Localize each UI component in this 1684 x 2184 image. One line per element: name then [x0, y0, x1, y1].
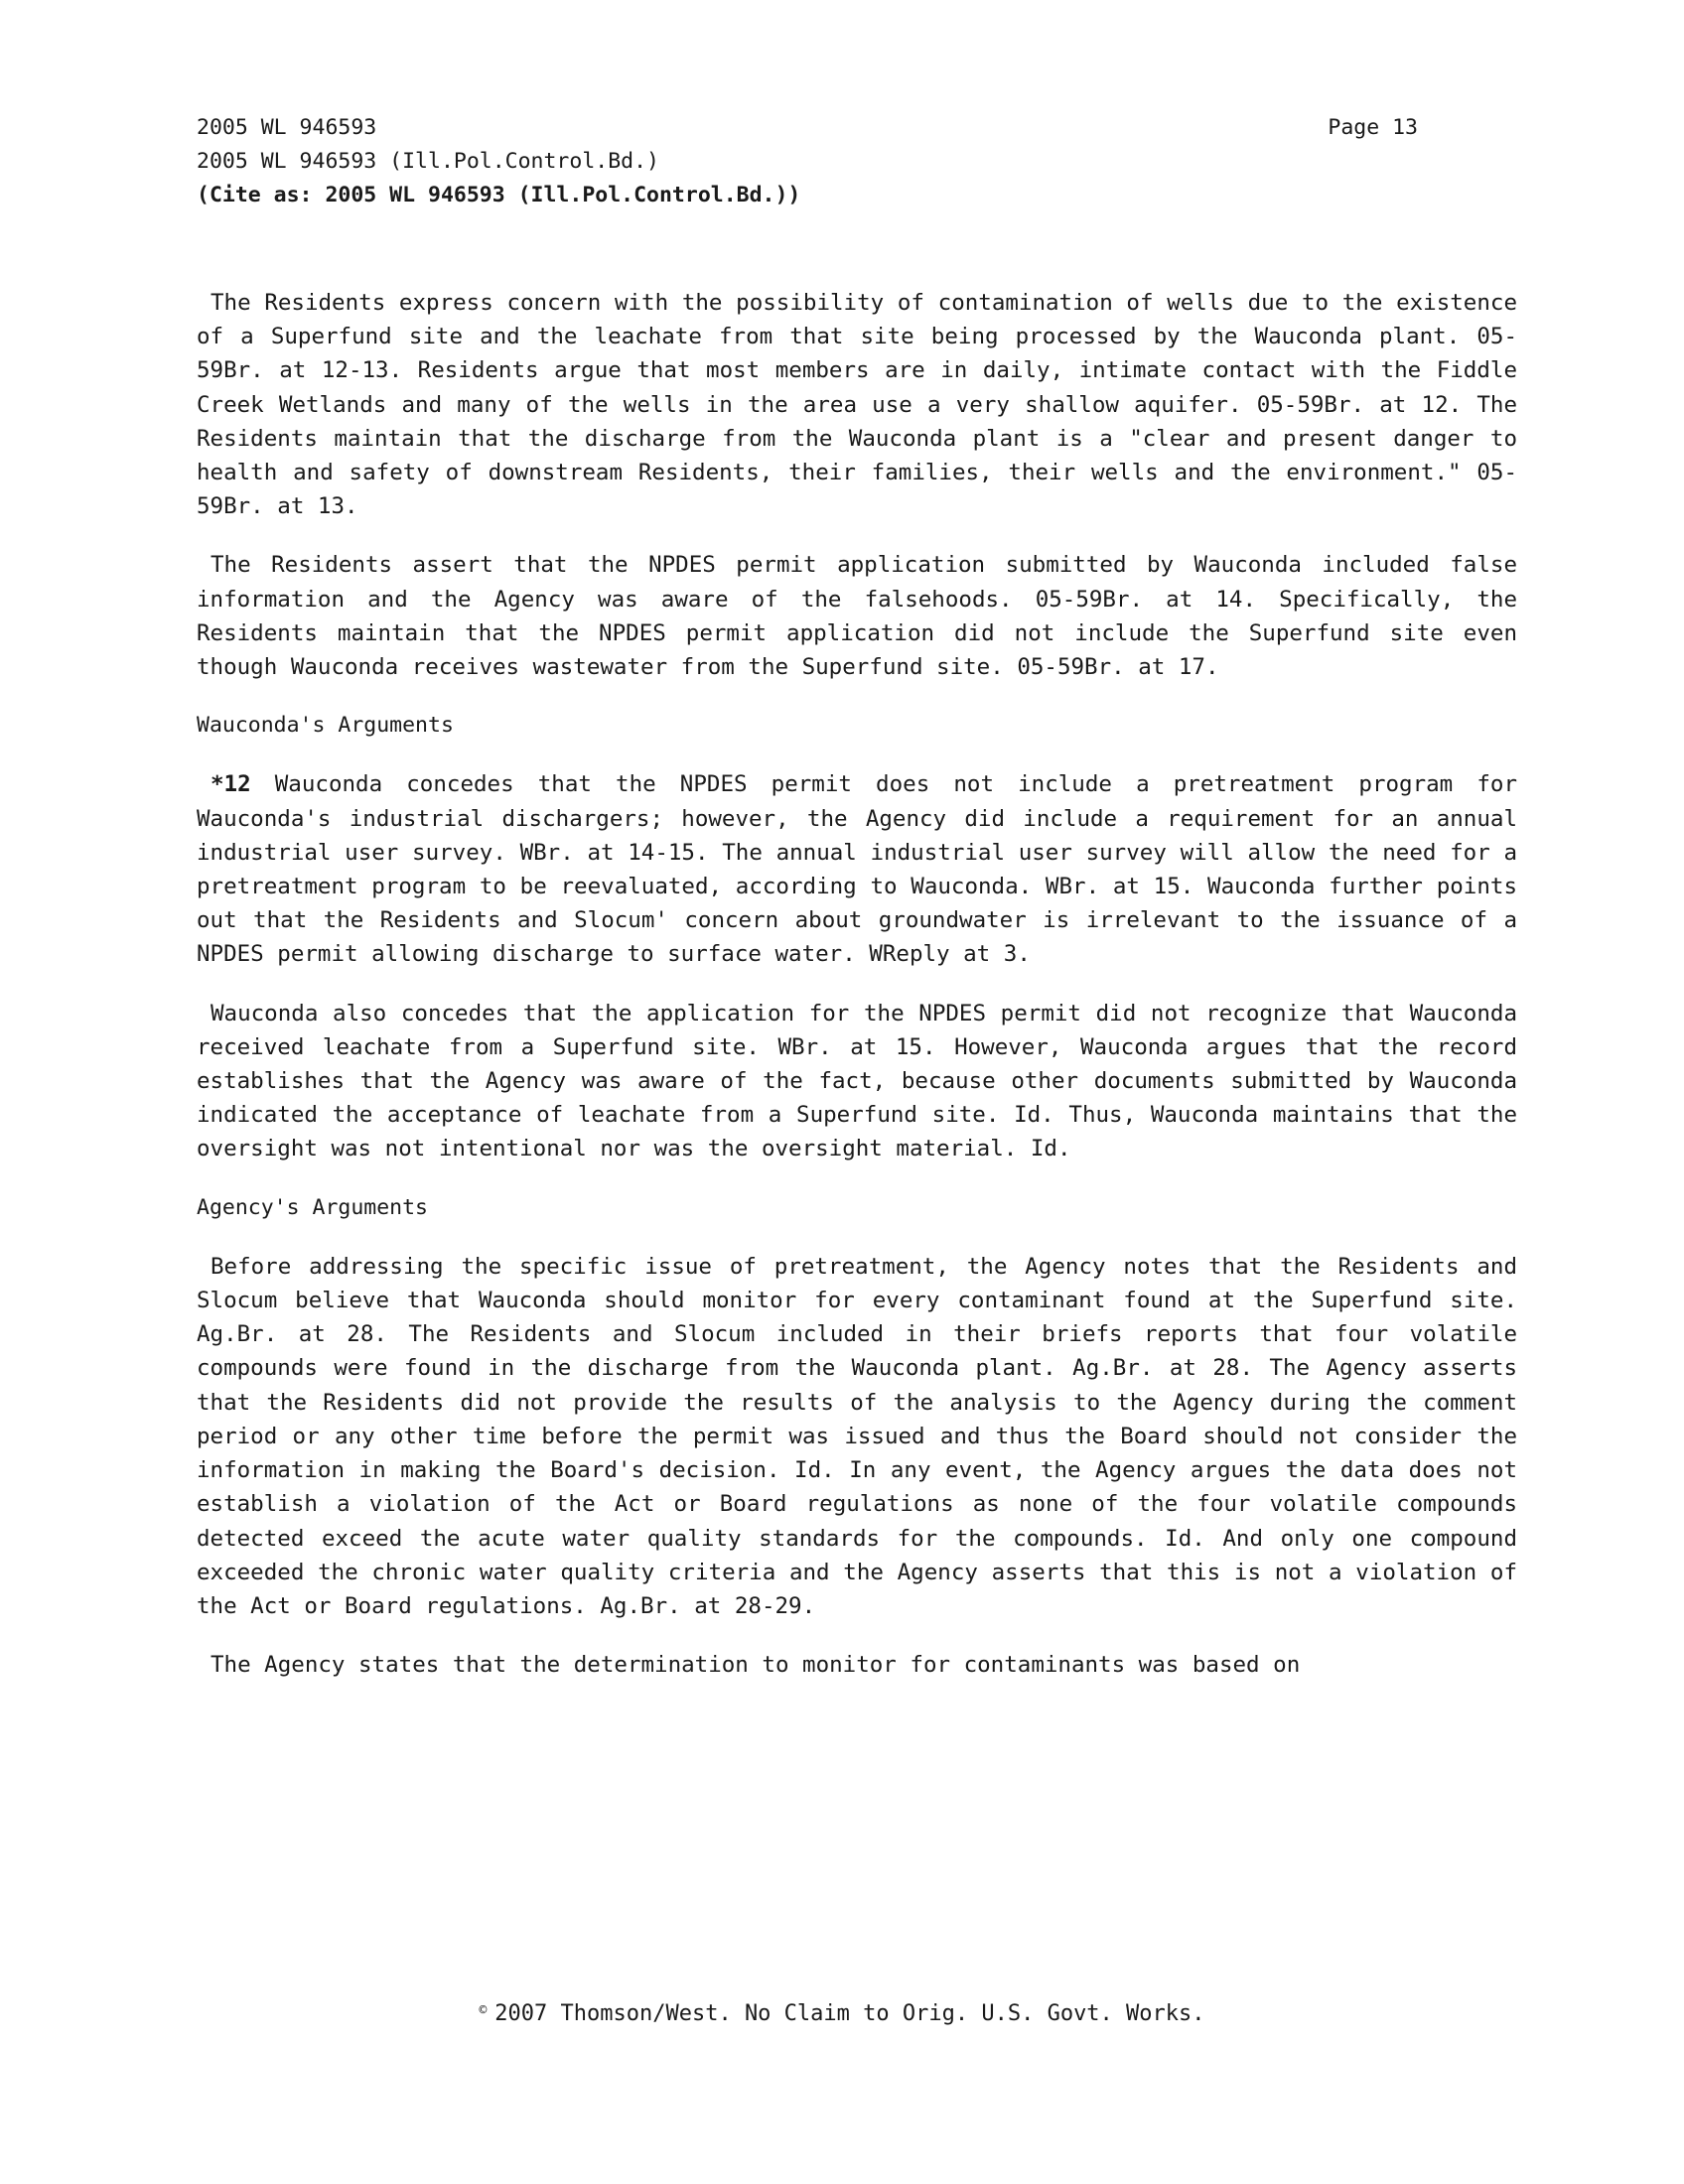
document-body — [197, 286, 1517, 1706]
paragraph-text: Wauconda concedes that the NPDES permit does not include a pretreatment program for Wauconda's industrial dischargers; however, the Agency did include a requirement for an annual industrial user survey. WBr. at 14-15. The annual industrial user survey will allow the need for a pretreatment program to be reevaluated, according to Wauconda. WBr. at 15. Wauconda further points out that the Residents and Slocum' concern about groundwater is irrelevant to the issuance of a NPDES permit allowing discharge to surface water. WReply at 3. — [197, 771, 1517, 968]
paragraph: Before addressing the specific issue of pretreatment, the Agency notes that the Residents and Slocum believe that Wauconda should monitor for every contaminant found at the Superfund site. Ag.Br. at 28. The Residents and Slocum included in their briefs reports that four volatile compounds were found in the discharge from the Wauconda plant. Ag.Br. at 28. The Agency asserts that the Residents did not provide the results of the analysis to the Agency during the comment period or any other time before the permit was issued and thus the Board should not consider the information in making the Board's decision. Id. In any event, the Agency argues the data does not establish a violation of the Act or Board regulations as none of the four volatile compounds detected exceed the acute water quality standards for the compounds. Id. And only one compound exceeded the chronic water quality criteria and the Agency asserts that this is not a violation of the Act or Board regulations. Ag.Br. at 28-29. — [197, 1253, 1517, 1619]
paragraph — [197, 767, 1517, 971]
page-number: Page 13 — [1328, 115, 1418, 140]
section-heading: Wauconda's Arguments — [197, 713, 454, 739]
page-header — [197, 111, 1418, 212]
section-heading: Agency's Arguments — [197, 1194, 428, 1220]
copyright-text: 2007 Thomson/West. No Claim to Orig. U.S. Govt. Works. — [494, 2001, 1205, 2026]
paragraph: The Agency states that the determination to monitor for contaminants was based on — [210, 1652, 1301, 1679]
citation-source-line: 2005 WL 946593 (Ill.Pol.Control.Bd.) — [197, 149, 659, 174]
star-page-marker: *12 — [210, 771, 251, 798]
copyright-symbol: © — [479, 2003, 488, 2018]
page-footer — [0, 1996, 1684, 2029]
cite-as-line: (Cite as: 2005 WL 946593 (Ill.Pol.Control.Bd.)) — [197, 183, 801, 207]
paragraph: The Residents assert that the NPDES permit application submitted by Wauconda included false information and the Agency was aware of the falsehoods. 05-59Br. at 14. Specifically, the Residents maintain that the NPDES permit application did not include the Superfund site even though Wauconda receives wastewater from the Superfund site. 05-59Br. at 17. — [197, 552, 1517, 681]
paragraph: Wauconda also concedes that the application for the NPDES permit did not recognize that Wauconda received leachate from a Superfund site. WBr. at 15. However, Wauconda argues that the record establishes that the Agency was aware of the fact, because other documents submitted by Wauconda indicated the acceptance of leachate from a Superfund site. Id. Thus, Wauconda maintains that the oversight was not intentional nor was the oversight material. Id. — [197, 1000, 1517, 1162]
paragraph: The Residents express concern with the possibility of contamination of wells due to the existence of a Superfund site and the leachate from that site being processed by the Wauconda plant. 05-59Br. at 12-13. Residents argue that most members are in daily, intimate contact with the Fiddle Creek Wetlands and many of the wells in the area use a very shallow aquifer. 05-59Br. at 12. The Residents maintain that the discharge from the Wauconda plant is a "clear and present danger to health and safety of downstream Residents, their families, their wells and the environment." 05-59Br. at 13. — [197, 290, 1517, 520]
citation-line: 2005 WL 946593 — [197, 115, 377, 140]
